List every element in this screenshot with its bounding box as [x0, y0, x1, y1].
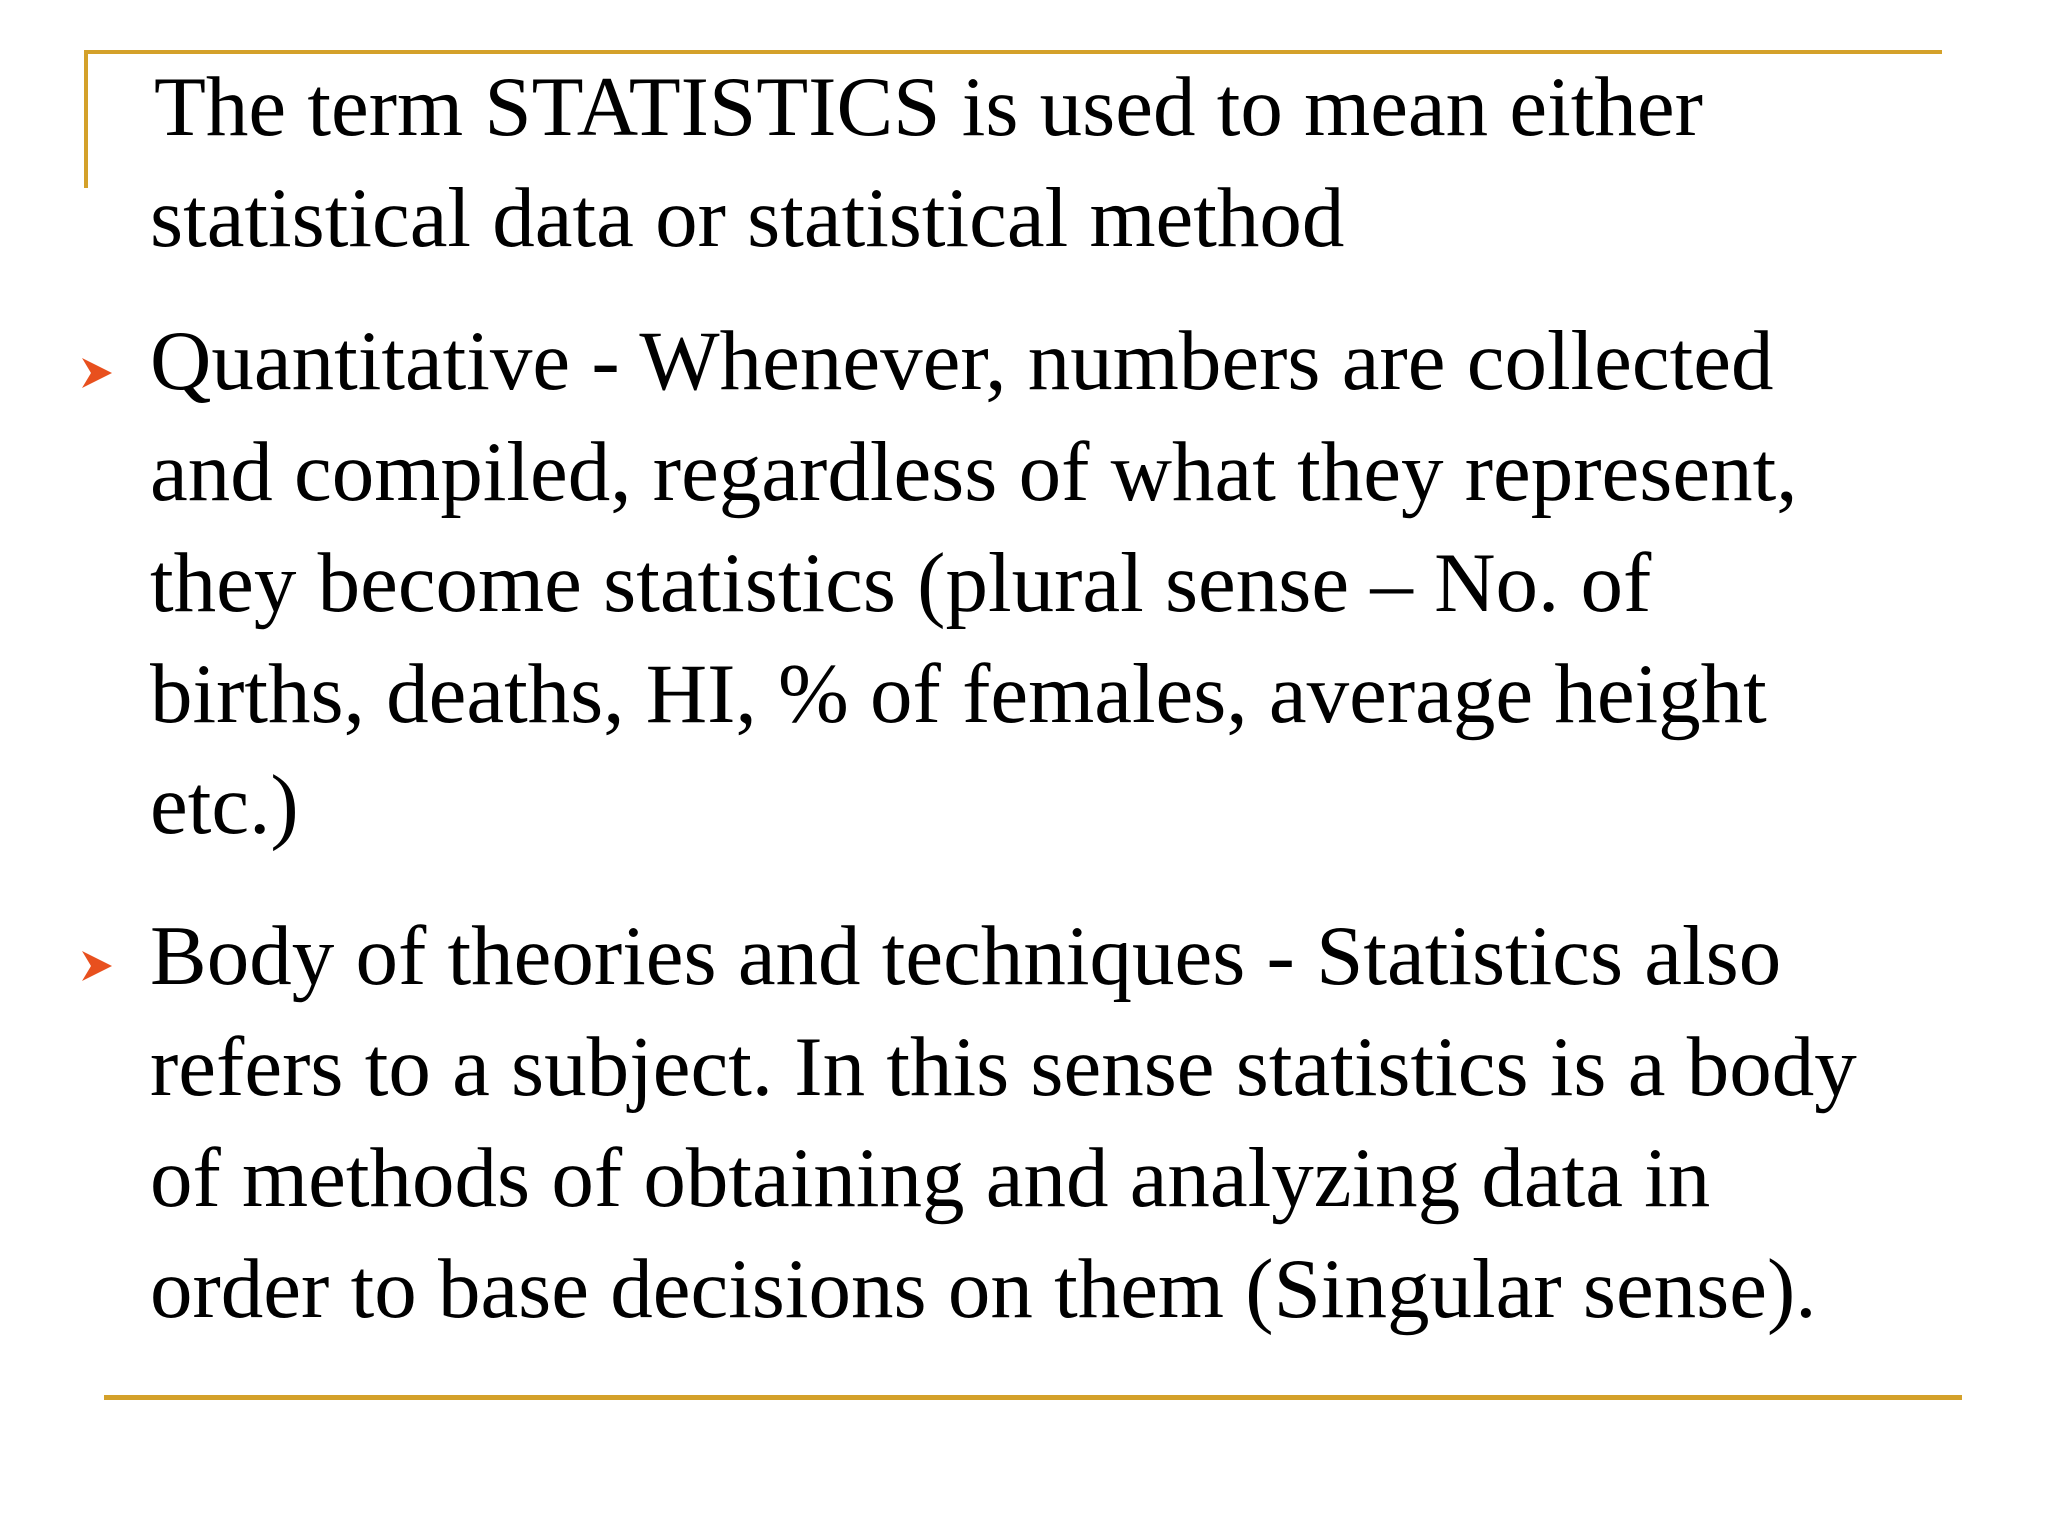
bullet-line: they become statistics (plural sense – No. of: [150, 536, 1652, 630]
bullet-quantitative: [150, 306, 2010, 861]
bullet-line: births, deaths, HI, % of females, average height: [150, 647, 1767, 741]
bullet-body-of-theories: [150, 901, 2010, 1345]
bullet-line: order to base decisions on them (Singular sense).: [150, 1242, 1817, 1336]
bullet-line: etc.): [150, 758, 299, 852]
bullet-line: of methods of obtaining and analyzing data in: [150, 1131, 1711, 1225]
intro-line: The term STATISTICS is used to mean either: [154, 60, 1703, 154]
bullet-line: and compiled, regardless of what they represent,: [150, 425, 1798, 519]
bullet-line: Quantitative - Whenever, numbers are collected: [150, 314, 1774, 408]
arrowhead-bullet-icon: [80, 949, 114, 983]
bullet-line: Body of theories and techniques - Statistics also: [150, 909, 1782, 1003]
intro-line: statistical data or statistical method: [150, 171, 1345, 265]
arrowhead-bullet-icon: [80, 356, 114, 390]
intro-text: [150, 52, 2010, 274]
bullet-line: refers to a subject. In this sense statistics is a body: [150, 1020, 1857, 1114]
bottom-accent-line: [104, 1395, 1962, 1400]
left-accent-line: [84, 50, 88, 188]
